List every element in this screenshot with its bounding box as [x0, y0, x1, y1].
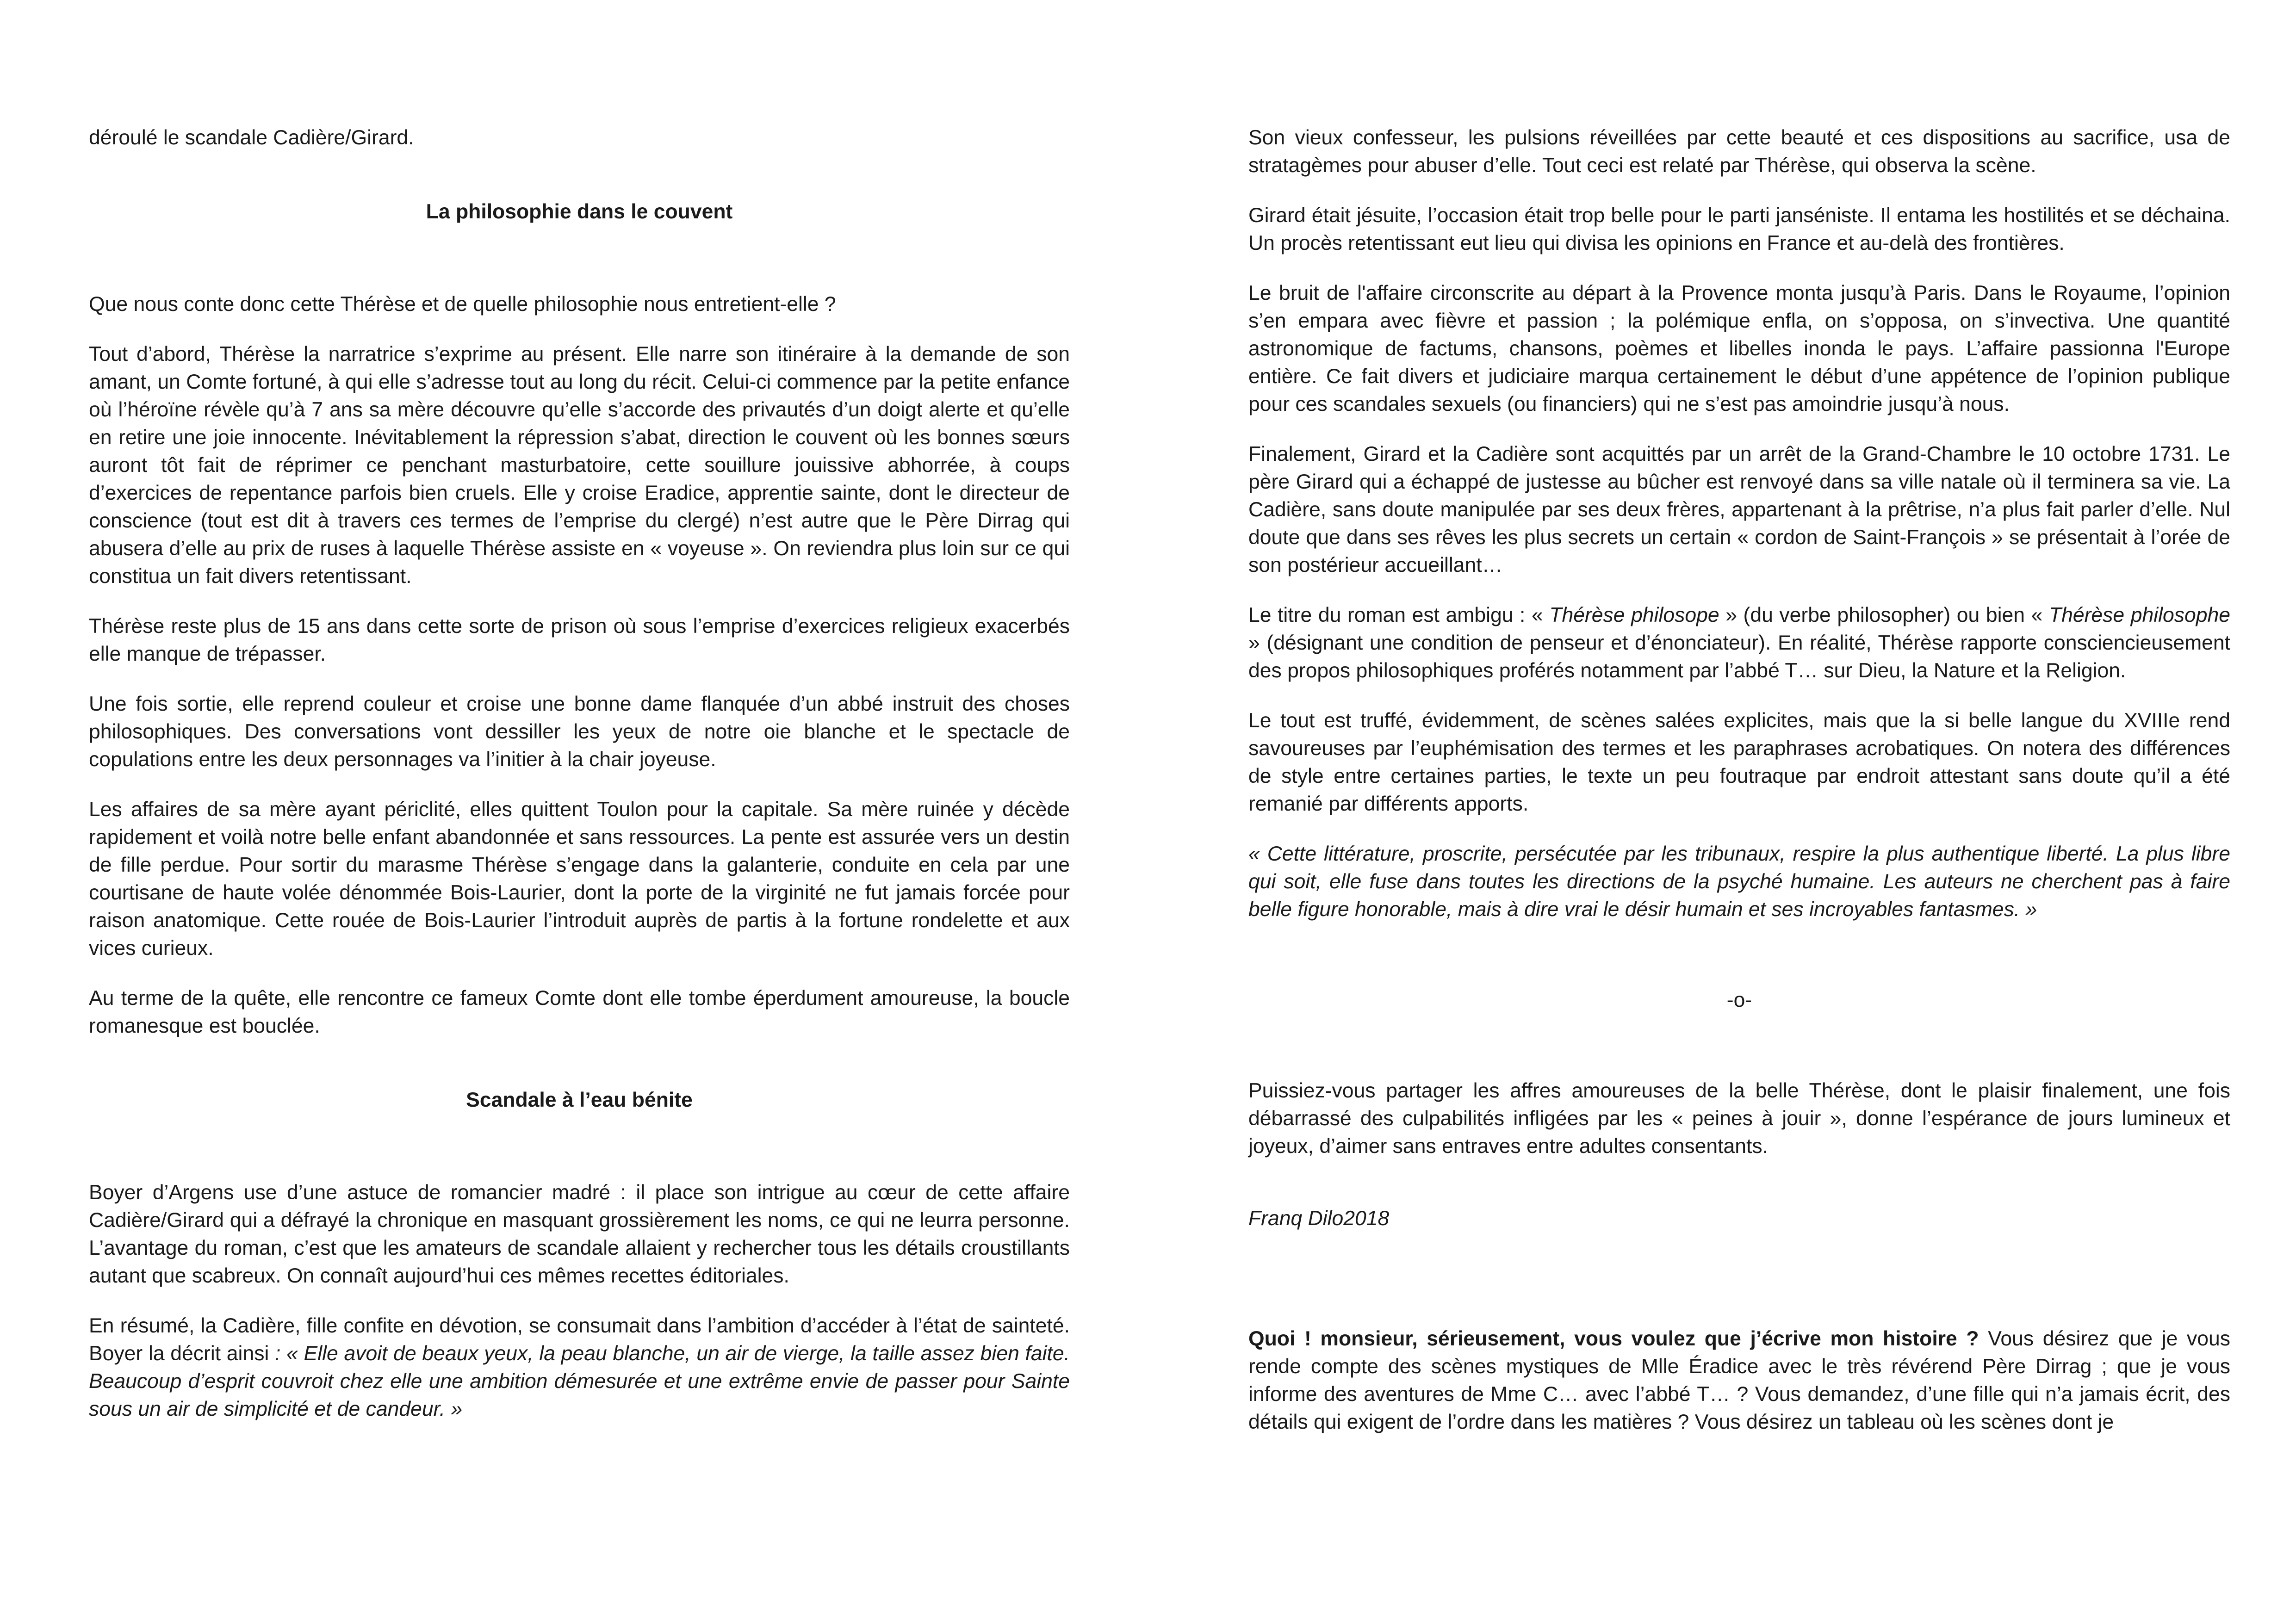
paragraph: Puissiez-vous partager les affres amoureuses de la belle Thérèse, dont le plaisir finalement, une fois débarrassé des culpabilités infligées par les « peines à jouir », donne l’espérance de jours lumineux et joyeux, d’aimer sans entraves entre adultes consentants. [1248, 1079, 2230, 1158]
paragraph: Les affaires de sa mère ayant périclité, elles quittent Toulon pour la capitale. Sa mère ruinée y décède rapidement et voilà notre belle enfant abandonnée et sans ressources. La pente est assurée vers un destin de fille perdue. Pour sortir du marasme Thérèse s’engage dans la galanterie, conduite en cela par une courtisane de haute volée dénommée Bois-Laurier, dont la porte de la virginité ne fut jamais forcée pour raison anatomique. Cette rouée de Bois-Laurier l’introduit auprès de partis à la fortune rondelette et aux vices curieux. [89, 798, 1070, 960]
paragraph-text: » (désignant une condition de penseur et d’énonciateur). En réalité, Thérèse rapporte consciencieusement des propos philosophiques proférés notamment par l’abbé T… sur Dieu, la Nature et la Religion. [1248, 632, 2230, 682]
section-heading: La philosophie dans le couvent [426, 200, 733, 223]
opening-bold: Quoi ! monsieur, sérieusement, vous voulez que j’écrive mon histoire ? [1248, 1327, 1979, 1350]
right-column [1248, 124, 2230, 1436]
paragraph: Son vieux confesseur, les pulsions réveillées par cette beauté et ces dispositions au sacrifice, usa de stratagèmes pour abuser d’elle. Tout ceci est relaté par Thérèse, qui observa la scène. [1248, 126, 2230, 177]
paragraph: Girard était jésuite, l’occasion était trop belle pour le parti janséniste. Il entama les hostilités et se déchaina. Un procès retentissant eut lieu qui divisa les opinions en France et au-delà des frontières. [1248, 204, 2230, 254]
paragraph-text: » (du verbe philosopher) ou bien « [1719, 604, 2049, 626]
separator: -o- [1726, 989, 1752, 1011]
paragraph: Le bruit de l'affaire circonscrite au départ à la Provence monta jusqu’à Paris. Dans le Royaume, l’opinion s’en empara avec fièvre et passion ; la polémique enfla, on s’opposa, on s’invectiva. Une quantité astronomique de factums, chansons, poèmes et libelles inonda le pays. L’affaire passionna l'Europe entière. Ce fait divers et judiciaire marqua certainement le début d’une appétence de l’opinion publique pour ces scandales sexuels (ou financiers) qui ne s’est pas amoindrie jusqu’à nous. [1248, 282, 2230, 415]
left-column [89, 124, 1070, 1423]
paragraph: Finalement, Girard et la Cadière sont acquittés par un arrêt de la Grand-Chambre le 10 octobre 1731. Le père Girard qui a échappé de justesse au bûcher est renvoyé dans sa ville natale où il terminera sa vie. La Cadière, sans doute manipulée par ses deux frères, appartenant à la prêtrise, n’a plus fait parler d’elle. Nul doute que dans ses rêves les plus secrets un certain « cordon de Saint-François » se présentait à l’orée de son postérieur accueillant… [1248, 443, 2230, 576]
paragraph: Que nous conte donc cette Thérèse et de quelle philosophie nous entretient-elle ? [89, 293, 836, 316]
title-italic: Thérèse philosope [1549, 604, 1719, 626]
paragraph [1248, 601, 2230, 685]
paragraph: Boyer d’Argens use d’une astuce de romancier madré : il place son intrigue au cœur de cette affaire Cadière/Girard qui a défrayé la chronique en masquant grossièrement les noms, ce qui ne leurra personne. L’avantage du roman, c’est que les amateurs de scandale allaient y rechercher tous les détails croustillants autant que scabreux. On connaît aujourd’hui ces mêmes recettes éditoriales. [89, 1181, 1070, 1287]
paragraph-text: Vous désirez que je vous rende compte des scènes mystiques de Mlle Éradice avec le très révérend Père Dirrag ; que je vous informe des aventures de Mme C… avec l’abbé T… ? Vous demandez, d’une fille qui n’a jamais écrit, des détails qui exigent de l’ordre dans les matières ? Vous désirez un tableau où les scènes dont je [1248, 1327, 2230, 1433]
quote: « Cette littérature, proscrite, persécutée par les tribunaux, respire la plus authentique liberté. La plus libre qui soit, elle fuse dans toutes les directions de la psyché humaine. Les auteurs ne cherchent pas à faire belle figure honorable, mais à dire vrai le désir humain et ses incroyables fantasmes. » [1248, 842, 2230, 921]
paragraph: Thérèse reste plus de 15 ans dans cette sorte de prison où sous l’emprise d’exercices religieux exacerbés elle manque de trépasser. [89, 615, 1070, 665]
paragraph: Tout d’abord, Thérèse la narratrice s’exprime au présent. Elle narre son itinéraire à la demande de son amant, un Comte fortuné, à qui elle s’adresse tout au long du récit. Celui-ci commence par la petite enfance où l’héroïne révèle qu’à 7 ans sa mère découvre qu’elle s’accorde des privautés d’un doigt alerte et qu’elle en retire une joie innocente. Inévitablement la répression s’abat, direction le couvent où les bonnes sœurs auront tôt fait de réprimer ce penchant masturbatoire, cette souillure jouissive abhorrée, à coups d’exercices de repentance parfois bien cruels. Elle y croise Eradice, apprentie sainte, dont le directeur de conscience (tout est dit à travers ces termes de l’emprise du clergé) n’est autre que le Père Dirrag qui abusera d’elle au prix de ruses à laquelle Thérèse assiste en « voyeuse ». On reviendra plus loin sur ce qui constitua un fait divers retentissant. [89, 343, 1070, 588]
paragraph-text: Le titre du roman est ambigu : « [1248, 604, 1550, 626]
paragraph: Au terme de la quête, elle rencontre ce fameux Comte dont elle tombe éperdument amoureuse, la boucle romanesque est bouclée. [89, 987, 1070, 1037]
title-italic: Thérèse philosophe [2048, 604, 2230, 626]
section-heading: Scandale à l’eau bénite [466, 1089, 693, 1111]
paragraph [1248, 1325, 2230, 1436]
paragraph: Une fois sortie, elle reprend couleur et croise une bonne dame flanquée d’un abbé instruit des choses philosophiques. Des conversations vont dessiller les yeux de notre oie blanche et le spectacle de copulations entre les deux personnages va l’initier à la chair joyeuse. [89, 693, 1070, 771]
paragraph: déroulé le scandale Cadière/Girard. [89, 126, 414, 149]
signature: Franq Dilo2018 [1248, 1207, 1390, 1230]
quote-text: : « Elle avoit de beaux yeux, la peau blanche, un air de vierge, la taille assez bien faite. Beaucoup d’esprit couvroit chez elle une ambition démesurée et une extrême envie de passer pour Sainte sous un air de simplicité et de candeur. » [89, 1342, 1070, 1420]
paragraph [89, 1312, 1070, 1423]
paragraph-text: En résumé, la Cadière, fille confite en dévotion, se consumait dans l’ambition d’accéder à l’état de sainteté. Boyer la décrit ainsi [89, 1314, 1070, 1365]
paragraph: Le tout est truffé, évidemment, de scènes salées explicites, mais que la si belle langue du XVIIIe rend savoureuses par l’euphémisation des termes et les paraphrases acrobatiques. On notera des différences de style entre certaines parties, le texte un peu foutraque par endroit attestant sans doute qu’il a été remanié par différents apports. [1248, 709, 2230, 815]
